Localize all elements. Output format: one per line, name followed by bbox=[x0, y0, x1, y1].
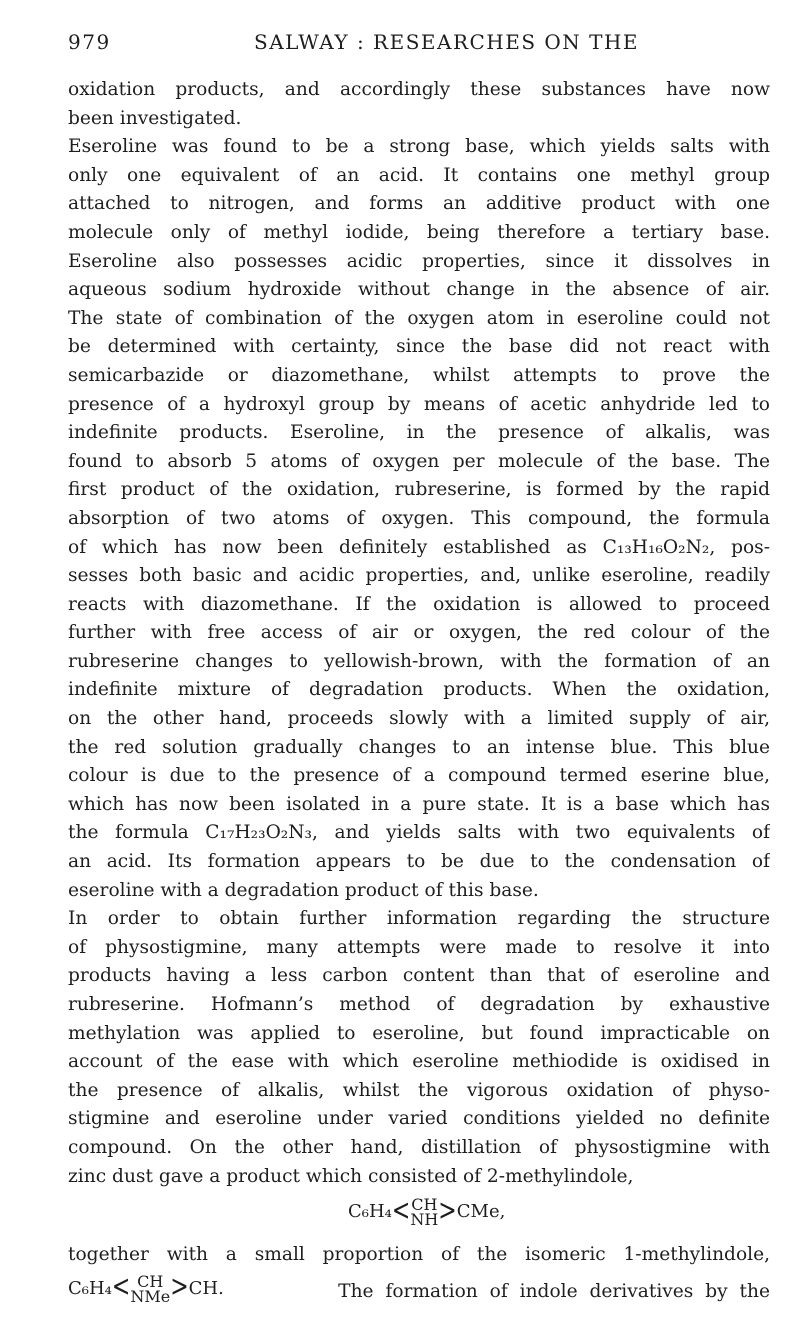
text-line: on the other hand, proceeds slowly with a limited supply of air, bbox=[68, 708, 770, 730]
text-line: compound. On the other hand, distillation of physostigmine with bbox=[68, 1136, 770, 1158]
text-line: stigmine and eseroline under varied conditions yielded no definite bbox=[68, 1108, 770, 1130]
text-line: molecule only of methyl iodide, being therefore a tertiary base. bbox=[68, 221, 770, 243]
text-line: presence of a hydroxyl group by means of acetic anhydride led to bbox=[68, 393, 770, 415]
text-line: the formula C₁₇H₂₃O₂N₃, and yields salts with two equivalents of bbox=[68, 822, 770, 844]
text-line: been investigated. bbox=[68, 107, 242, 129]
running-title: SALWAY : RESEARCHES ON THE bbox=[254, 30, 640, 54]
text-line: zinc dust gave a product which consisted of 2-methylindole, bbox=[68, 1165, 634, 1187]
text-line: further with free access of air or oxygen, the red colour of the bbox=[68, 622, 770, 644]
text-line: an acid. Its formation appears to be due to the condensation of bbox=[68, 851, 770, 873]
text-line: indefinite products. Eseroline, in the presence of alkalis, was bbox=[68, 422, 770, 444]
text-line: Eseroline also possesses acidic properties, since it dissolves in bbox=[68, 250, 770, 272]
formula-2-methylindole bbox=[68, 1191, 770, 1241]
text-line: In order to obtain further information regarding the structure bbox=[68, 908, 770, 930]
text-line: which has now been isolated in a pure state. It is a base which has bbox=[68, 793, 770, 815]
text-line: methylation was applied to eseroline, but found impracticable on bbox=[68, 1022, 770, 1044]
text-line: products having a less carbon content than that of eseroline and bbox=[68, 965, 770, 987]
text-line: aqueous sodium hydroxide without change in the absence of air. bbox=[68, 279, 770, 301]
formula-line-1-methylindole bbox=[68, 1270, 770, 1314]
text-line: the presence of alkalis, whilst the vigorous oxidation of physo- bbox=[68, 1079, 770, 1101]
text-line: The state of combination of the oxygen atom in eseroline could not bbox=[68, 307, 770, 329]
text-line: together with a small proportion of the isomeric 1-methylindole, bbox=[68, 1244, 770, 1266]
formula-stack bbox=[410, 1195, 439, 1230]
formula-bottom: NMe bbox=[130, 1286, 171, 1306]
text-line: the red solution gradually changes to an intense blue. This blue bbox=[68, 736, 770, 758]
formula-bottom: NH bbox=[410, 1210, 439, 1230]
text-line: reacts with diazomethane. If the oxidation is allowed to proceed bbox=[68, 593, 770, 615]
text-line: absorption of two atoms of oxygen. This compound, the formula bbox=[68, 507, 770, 529]
chemical-formula bbox=[68, 1270, 224, 1306]
bracket-left: < bbox=[391, 1194, 411, 1228]
text-line: Eseroline was found to be a strong base, which yields salts with bbox=[68, 136, 770, 158]
text-line: eseroline with a degradation product of this base. bbox=[68, 879, 539, 901]
formula-suffix: CMe, bbox=[456, 1201, 506, 1223]
page-number: 979 bbox=[68, 30, 111, 54]
formula-top: CH bbox=[137, 1271, 164, 1291]
text-line: only one equivalent of an acid. It contains one methyl group bbox=[68, 164, 770, 186]
formula-stack bbox=[130, 1271, 171, 1306]
text-line: be determined with certainty, since the base did not react with bbox=[68, 336, 770, 358]
text-line: semicarbazide or diazomethane, whilst attempts to prove the bbox=[68, 364, 770, 386]
bracket-right: > bbox=[438, 1194, 457, 1228]
text-line-tail: The formation of indole derivatives by the bbox=[338, 1280, 770, 1302]
chemical-formula bbox=[348, 1194, 506, 1230]
bracket-left: < bbox=[111, 1270, 131, 1305]
text-line: oxidation products, and accordingly these substances have now bbox=[68, 79, 770, 100]
text-line: attached to nitrogen, and forms an additive product with one bbox=[68, 193, 770, 215]
formula-top: CH bbox=[411, 1195, 438, 1215]
formula-prefix: C₆H₄ bbox=[68, 1277, 112, 1299]
text-line: found to absorb 5 atoms of oxygen per molecule of the base. The bbox=[68, 450, 770, 472]
running-head bbox=[68, 30, 768, 64]
body-text bbox=[68, 76, 770, 1314]
text-line: rubreserine. Hofmann’s method of degradation by exhaustive bbox=[68, 994, 770, 1015]
text-line: account of the ease with which eseroline methiodide is oxidised in bbox=[68, 1051, 770, 1073]
formula-suffix: CH. bbox=[188, 1277, 224, 1299]
text-line: of which has now been definitely established as C₁₃H₁₆O₂N₂, pos- bbox=[68, 536, 770, 558]
formula-prefix: C₆H₄ bbox=[348, 1201, 392, 1223]
text-line: indefinite mixture of degradation products. When the oxidation, bbox=[68, 679, 770, 701]
text-line: of physostigmine, many attempts were made to resolve it into bbox=[68, 936, 770, 958]
bracket-right: > bbox=[170, 1270, 189, 1305]
text-line: rubreserine changes to yellowish-brown, with the formation of an bbox=[68, 650, 770, 672]
text-line: sesses both basic and acidic properties, and, unlike eseroline, readily bbox=[68, 565, 770, 587]
text-line: colour is due to the presence of a compound termed eserine blue, bbox=[68, 765, 770, 787]
text-line: first product of the oxidation, rubreserine, is formed by the rapid bbox=[68, 479, 770, 501]
